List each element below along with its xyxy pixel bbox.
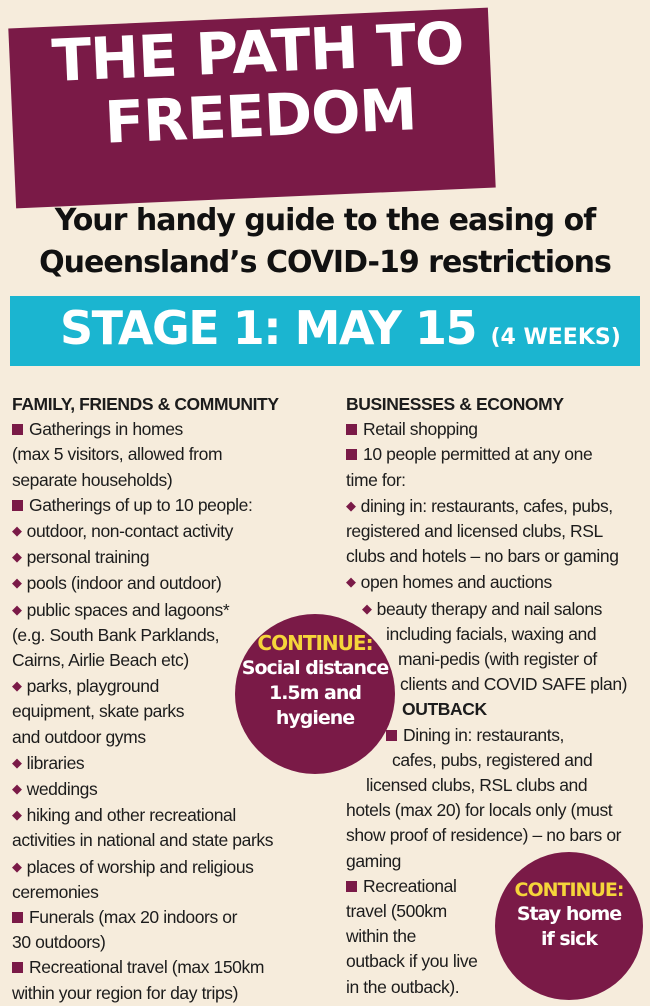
outback-heading: OUTBACK (402, 699, 487, 720)
list-item-continued: within the (346, 926, 416, 947)
diamond-bullet-icon: ◆ (346, 497, 356, 513)
list-item: Recreational travel (max 150km (12, 955, 342, 980)
square-bullet-icon (12, 912, 23, 923)
square-bullet-icon (12, 500, 23, 511)
diamond-bullet-icon: ◆ (12, 781, 22, 797)
sub-list-item: ◆ hiking and other recreational (12, 805, 236, 826)
continue-badge-line: Social distance (241, 657, 389, 679)
continue-badge-line: hygiene (275, 707, 355, 729)
list-item-continued: registered and licensed clubs, RSL (346, 521, 603, 542)
diamond-bullet-icon: ◆ (12, 523, 22, 539)
family-heading: FAMILY, FRIENDS & COMMUNITY (12, 394, 279, 414)
list-item: Gatherings of up to 10 people: (12, 493, 342, 518)
square-bullet-icon (12, 424, 23, 435)
title-line-1: THE PATH TO (50, 9, 465, 95)
title-line-2: FREEDOM (103, 75, 418, 157)
list-item: Recreational (346, 874, 646, 899)
square-bullet-icon (346, 881, 357, 892)
diamond-bullet-icon: ◆ (12, 549, 22, 565)
list-item-continued: Cairns, Airlie Beach etc) (12, 650, 189, 671)
continue-badge-stay-home (495, 852, 643, 1000)
diamond-bullet-icon: ◆ (12, 858, 22, 874)
continue-badge-line: 1.5m and (268, 682, 362, 704)
list-item-continued: hotels (max 20) for locals only (must (346, 800, 613, 821)
sub-list-item: ◆ weddings (12, 779, 98, 800)
list-item-continued: activities in national and state parks (12, 830, 274, 851)
page-title (11, 9, 506, 158)
diamond-bullet-icon: ◆ (12, 754, 22, 770)
diamond-bullet-icon: ◆ (12, 807, 22, 823)
diamond-bullet-icon: ◆ (12, 678, 22, 694)
list-item-continued: clients and COVID SAFE plan) (400, 674, 628, 695)
continue-badge-line: if sick (540, 928, 598, 950)
list-item: Gatherings in homes (12, 417, 342, 442)
list-item: 10 people permitted at any one (346, 442, 646, 467)
diamond-bullet-icon: ◆ (346, 574, 356, 590)
list-item: Retail shopping (346, 417, 646, 442)
stage-title (60, 300, 621, 366)
subtitle-line-1: Your handy guide to the easing of (54, 203, 596, 238)
sub-list-item: ◆ public spaces and lagoons* (12, 599, 230, 620)
square-bullet-icon (346, 424, 357, 435)
square-bullet-icon (386, 730, 397, 741)
sub-list-item: ◆ personal training (12, 547, 150, 568)
list-item-continued: ceremonies (12, 881, 99, 902)
square-bullet-icon (12, 962, 23, 973)
list-item-continued: including facials, waxing and (386, 623, 597, 644)
list-item-continued: licensed clubs, RSL clubs and (366, 775, 588, 796)
list-item-continued: cafes, pubs, registered and (392, 749, 593, 770)
continue-badge-heading: CONTINUE: (257, 631, 373, 655)
continue-badge-social-distance (235, 614, 395, 774)
list-item-continued: within your region for day trips) (12, 982, 239, 1003)
diamond-bullet-icon: ◆ (12, 575, 22, 591)
list-item: Dining in: restaurants, (346, 723, 646, 748)
diamond-bullet-icon: ◆ (12, 601, 22, 617)
subtitle-line-2: Queensland’s COVID-19 restrictions (39, 245, 611, 280)
list-item-continued: and outdoor gyms (12, 726, 146, 747)
list-item-continued: (max 5 visitors, allowed from (12, 444, 223, 465)
stage-duration: (4 WEEKS) (490, 325, 621, 350)
sub-list-item: ◆ dining in: restaurants, cafes, pubs, (346, 495, 613, 516)
sub-list-item: ◆ pools (indoor and outdoor) (12, 573, 222, 594)
continue-badge-line: Stay home (516, 903, 622, 925)
business-heading: BUSINESSES & ECONOMY (346, 394, 564, 414)
continue-badge-heading: CONTINUE: (514, 879, 624, 901)
sub-list-item: ◆ beauty therapy and nail salons (362, 598, 602, 619)
list-item-continued: in the outback). (346, 976, 460, 997)
list-item-continued: mani-pedis (with register of (398, 649, 597, 670)
list-item-continued: gaming (346, 850, 401, 871)
list-item-continued: separate households) (12, 469, 173, 490)
sub-list-item: ◆ places of worship and religious (12, 856, 254, 877)
list-item-continued: time for: (346, 469, 406, 490)
subtitle (0, 200, 650, 284)
sub-list-item: ◆ outdoor, non-contact activity (12, 521, 233, 542)
sub-list-item: ◆ libraries (12, 752, 85, 773)
list-item-continued: (e.g. South Bank Parklands, (12, 624, 220, 645)
list-item-continued: outback if you live (346, 951, 478, 972)
stage-label: STAGE 1: MAY 15 (60, 301, 476, 355)
list-item-continued: equipment, skate parks (12, 701, 185, 722)
square-bullet-icon (346, 449, 357, 460)
sub-list-item: ◆ parks, playground (12, 676, 159, 697)
list-item: Funerals (max 20 indoors or (12, 905, 342, 930)
diamond-bullet-icon: ◆ (362, 600, 372, 616)
list-item-continued: 30 outdoors) (12, 932, 106, 953)
list-item-continued: show proof of residence) – no bars or (346, 825, 622, 846)
list-item-continued: travel (500km (346, 901, 447, 922)
sub-list-item: ◆ open homes and auctions (346, 572, 552, 593)
list-item-continued: clubs and hotels – no bars or gaming (346, 546, 619, 567)
